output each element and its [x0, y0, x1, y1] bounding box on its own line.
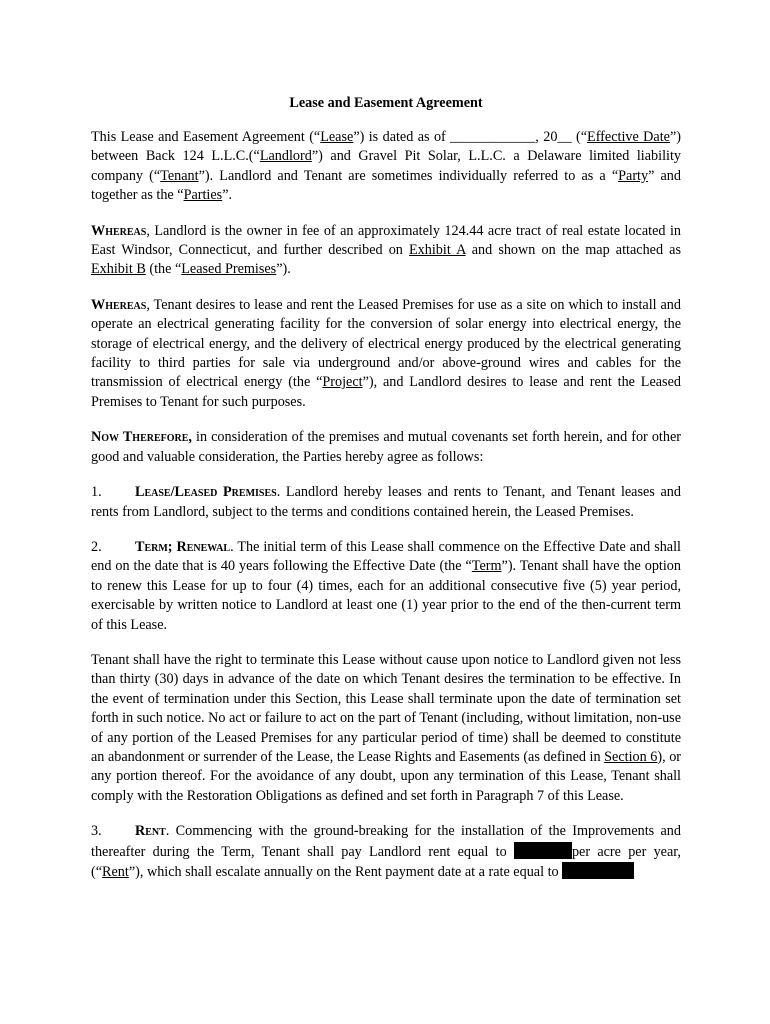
document-body: [91, 94, 681, 898]
defined-term-rent: Rent: [102, 864, 129, 880]
section-heading: Term; Renewal: [135, 538, 231, 555]
section-2-paragraph: 2. Term; Renewal. The initial term of this Lease shall commence on the Effective Date and shall end on the date that is 40 years following the Effective Date (the “Term”). Tenant shall have the option to renew this Lease for up to four (4) times, each for an additional consecutive five (5) year period, exercisable by written notice to Landlord at least one (1) year prior to the end of the then-current term of this Lease.: [91, 538, 681, 633]
termination-paragraph: Tenant shall have the right to terminate this Lease without cause upon notice to Landlord given not less than thirty (30) days in advance of the date on which Tenant desires the termination to be effective. In the event of termination under this Section, this Lease shall terminate upon the date of termination set forth in such notice. No act or failure to act on the part of Tenant (including, without limitation, non-use of any portion of the Leased Premises for any particular period of time) shall be deemed to constitute an abandonment or surrender of the Lease, the Lease Rights and Easements (as defined in Section 6), or any portion thereof. For the avoidance of any doubt, upon any termination of this Lease, Tenant shall comply with the Restoration Obligations as defined and set forth in Paragraph 7 of this Lease.: [91, 651, 682, 804]
exhibit-a-reference: Exhibit A: [409, 242, 466, 259]
defined-term-term: Term: [471, 558, 502, 575]
section-number: 1.: [91, 484, 102, 501]
now-therefore-paragraph: Now Therefore, in consideration of the premises and mutual covenants set forth herein, and for other good and valuable consideration, the Parties hereby agree as follows:: [91, 429, 681, 465]
defined-term-effective-date: Effective Date: [587, 129, 670, 145]
defined-term-parties: Parties: [183, 187, 223, 204]
section-6-reference: Section 6: [604, 748, 658, 765]
whereas-lead: Whereas: [91, 222, 147, 239]
defined-term-party: Party: [618, 167, 649, 184]
defined-term-landlord: Landlord: [259, 148, 312, 165]
defined-term-lease: Lease: [320, 129, 354, 145]
exhibit-b-reference: Exhibit B: [91, 261, 146, 278]
redaction-block: [562, 862, 634, 879]
defined-term-tenant: Tenant: [160, 167, 199, 184]
intro-paragraph: This Lease and Easement Agreement (“Lease”) is dated as of ____________, 20__ (“Effective Date”) between Back 124 L.L.C.(“Landlord”) and Gravel Pit Solar, L.L.C. a Delaware limited liability company (“Tenant”). Landlord and Tenant are sometimes individually referred to as a “Party” and together as the “Parties”.: [91, 129, 681, 204]
defined-term-leased-premises: Leased Premises: [181, 261, 277, 278]
defined-term-project: Project: [322, 374, 363, 391]
document-title: Lease and Easement Agreement: [289, 95, 483, 111]
section-number: 3.: [91, 823, 102, 840]
section-1-paragraph: 1. Lease/Leased Premises. Landlord hereby leases and rents to Tenant, and Tenant leases and rents from Landlord, subject to the terms and conditions contained herein, the Leased Premises.: [91, 484, 681, 520]
whereas-lead: Whereas: [91, 296, 147, 313]
whereas-paragraph-1: Whereas, Landlord is the owner in fee of an approximately 124.44 acre tract of real estate located in East Windsor, Connecticut, and further described on Exhibit A and shown on the map attached as Exhibit B (the “Leased Premises”).: [91, 222, 681, 278]
section-number: 2.: [91, 538, 102, 555]
now-therefore-lead: Now Therefore,: [91, 429, 192, 446]
section-heading: Rent: [135, 823, 166, 840]
section-heading: Lease/Leased Premises: [135, 484, 277, 501]
section-3-paragraph: 3. Rent. Commencing with the ground-breaking for the installation of the Improvements and thereafter during the Term, Tenant shall pay Landlord rent equal to per acre per year, (“Rent”), which shall escalate annually on the Rent payment date at a rate equal to: [91, 823, 681, 880]
redaction-block: [514, 842, 572, 859]
whereas-paragraph-2: Whereas, Tenant desires to lease and rent the Leased Premises for use as a site on which to install and operate an electrical generating facility for the conversion of solar energy into electrical energy, the storage of electrical energy, and the delivery of electrical energy produced by the electrical generating facility to third parties for sale via underground and/or above-ground wires and cables for the transmission of electrical energy (the “Project”), and Landlord desires to lease and rent the Leased Premises to Tenant for such purposes.: [91, 296, 681, 410]
